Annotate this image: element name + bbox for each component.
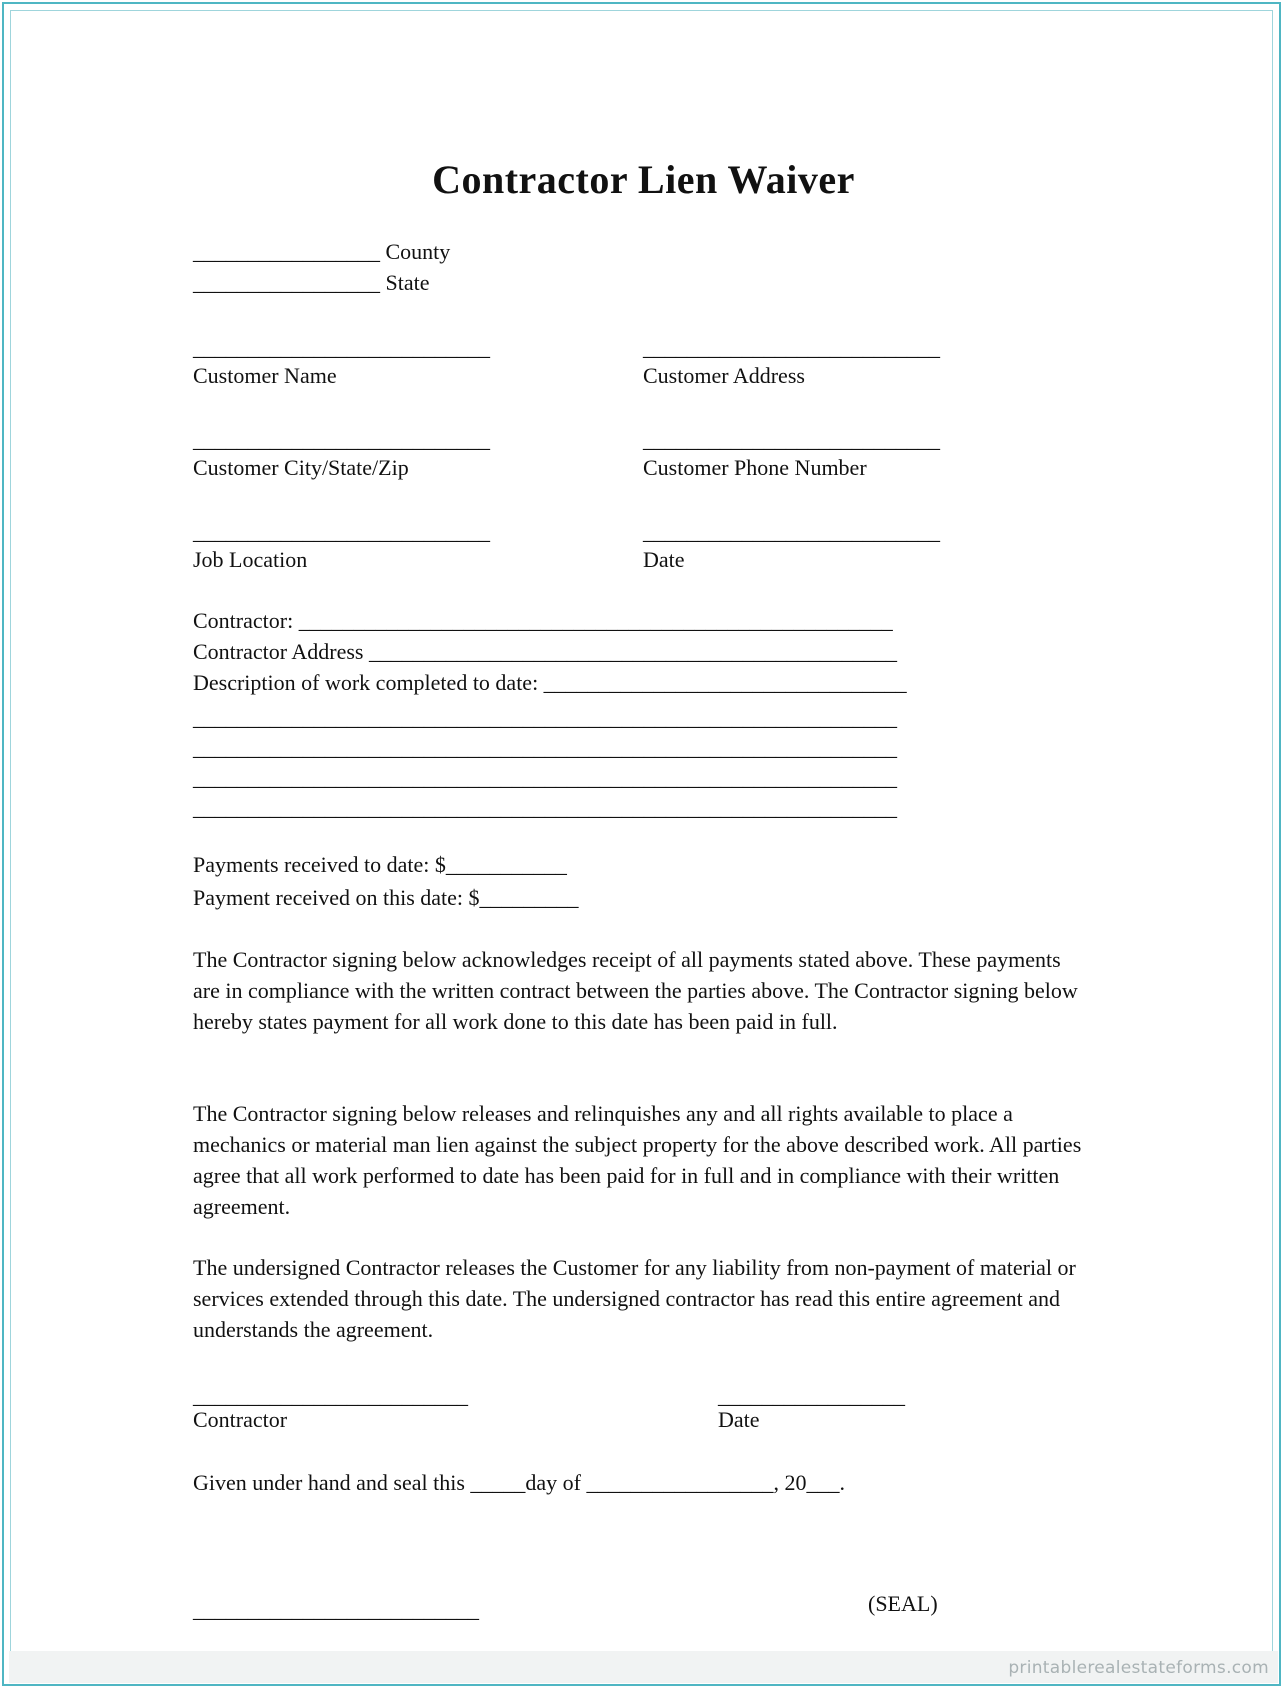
date-label: Date: [643, 547, 685, 572]
payments-to-date-field: Payments received to date: $___________: [193, 852, 567, 877]
contractor-signature-blank: _________________________: [193, 1383, 468, 1408]
payment-this-date-field: Payment received on this date: $_________: [193, 885, 579, 910]
given-under-hand-line: Given under hand and seal this _____day of _________________, 20___.: [193, 1470, 845, 1495]
contractor-field: Contractor: ______________________________________________________: [193, 608, 893, 633]
customer-address-blank: ___________________________: [643, 335, 940, 360]
signature-date-blank: _________________: [718, 1383, 905, 1408]
county-field: _________________ County: [193, 239, 451, 264]
state-field: _________________ State: [193, 270, 430, 295]
customer-city-blank: ___________________________: [193, 427, 490, 452]
signature-date-label: Date: [718, 1407, 760, 1432]
site-watermark: printablerealestateforms.com: [1008, 1658, 1269, 1678]
customer-phone-label: Customer Phone Number: [643, 455, 867, 480]
description-blank-3: ________________________________________________________________: [193, 765, 897, 790]
customer-phone-blank: ___________________________: [643, 427, 940, 452]
job-location-label: Job Location: [193, 547, 308, 572]
customer-address-label: Customer Address: [643, 363, 805, 388]
description-blank-1: ________________________________________________________________: [193, 705, 897, 730]
paragraph-liability: The undersigned Contractor releases the Customer for any liability from non-payment of material or services extended through this date. The undersigned contractor has read this entire agreement and understands the agreement.: [193, 1255, 1076, 1342]
paragraph-acknowledgement: The Contractor signing below acknowledges receipt of all payments stated above. These payments are in compliance with the written contract between the parties above. The Contractor signing below hereby states payment for all work done to this date has been paid in full.: [193, 947, 1078, 1034]
document-title: Contractor Lien Waiver: [432, 157, 855, 202]
seal-signature-blank: __________________________: [193, 1597, 479, 1622]
contractor-signature-label: Contractor: [193, 1407, 288, 1432]
paragraph-release: The Contractor signing below releases and relinquishes any and all rights available to place a mechanics or material man lien against the subject property for the above described work. All parties agree that all work performed to date has been paid for in full and in compliance with their written agreement.: [193, 1101, 1082, 1219]
description-blank-4: ________________________________________________________________: [193, 795, 897, 820]
description-field: Description of work completed to date: _________________________________: [193, 670, 907, 695]
seal-label: (SEAL): [868, 1591, 938, 1616]
description-blank-2: ________________________________________________________________: [193, 735, 897, 760]
customer-name-blank: ___________________________: [193, 335, 490, 360]
customer-city-label: Customer City/State/Zip: [193, 455, 409, 480]
date-blank: ___________________________: [643, 519, 940, 544]
contractor-address-field: Contractor Address ________________________________________________: [193, 639, 897, 664]
customer-name-label: Customer Name: [193, 363, 337, 388]
job-location-blank: ___________________________: [193, 519, 490, 544]
